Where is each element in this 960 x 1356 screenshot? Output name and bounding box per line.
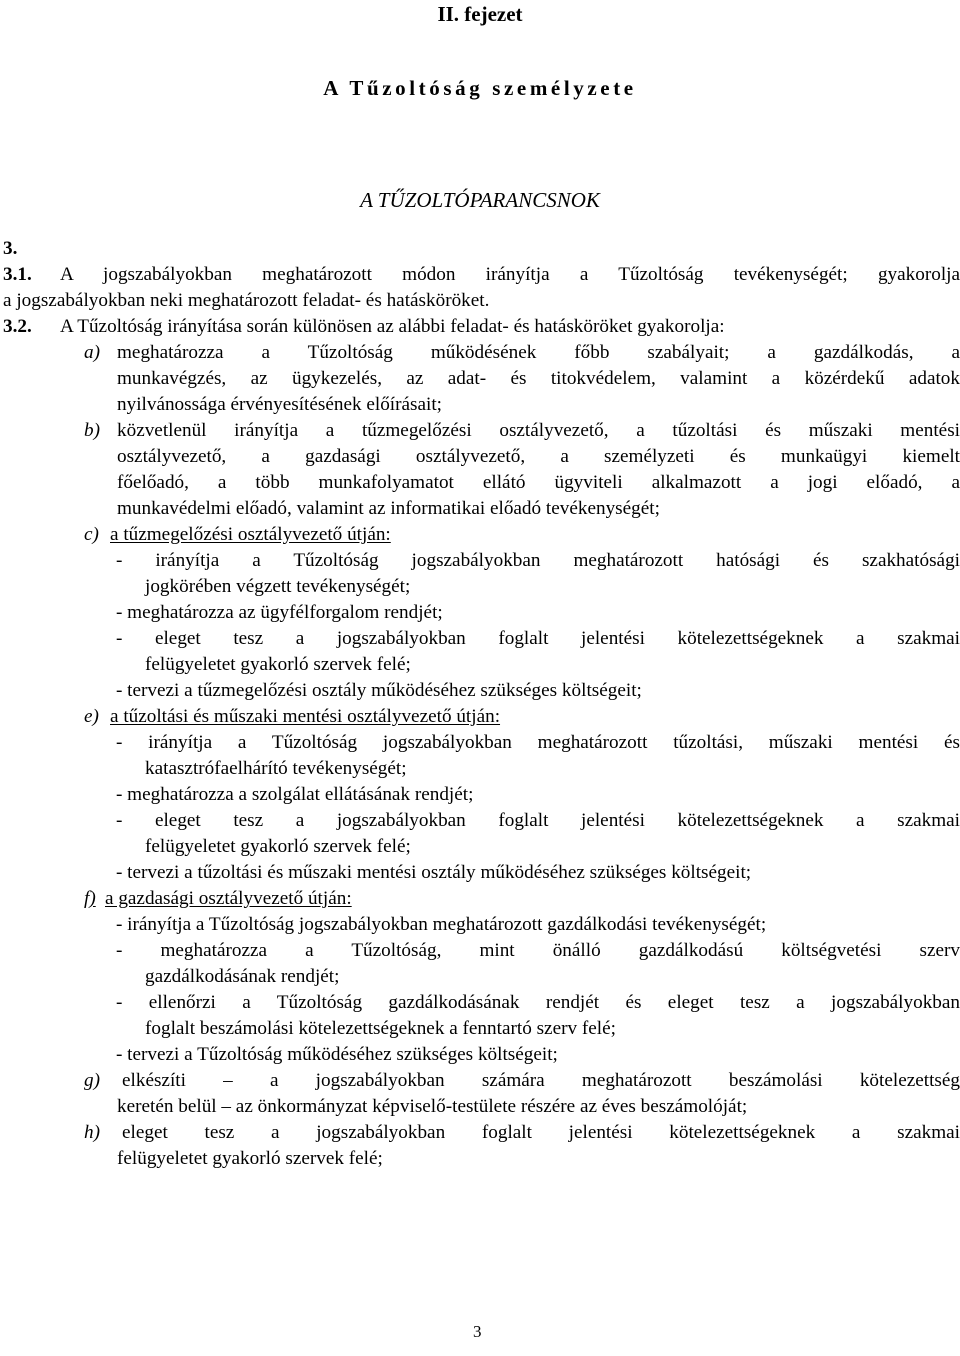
item-e-heading: a tűzoltási és műszaki mentési osztályvezető útján: [110,706,501,727]
item-f-bullet-2-line-1: - meghatározza a Tűzoltóság, mint önálló gazdálkodású költségvetési szerv [116,940,960,961]
item-a-line-2: munkavégzés, az ügykezelés, az adat- és titokvédelem, valamint a közérdekű adatok [117,368,960,389]
item-e-letter: e) [84,706,99,727]
paragraph-3-1-line-2: a jogszabályokban neki meghatározott feladat- és hatásköröket. [3,290,490,311]
chapter-heading: II. fejezet [437,2,523,26]
item-h-line-1: eleget tesz a jogszabályokban foglalt jelentési kötelezettségeknek a szakmai [122,1122,960,1143]
item-c-bullet-1-line-2: jogkörében végzett tevékenységét; [145,576,411,597]
item-b-line-3: főelőadó, a több munkafolyamatot ellátó ügyviteli alkalmazott a jogi előadó, a [117,472,960,493]
item-e-bullet-3-line-1: - eleget tesz a jogszabályokban foglalt jelentési kötelezettségeknek a szakmai [116,810,960,831]
item-f-bullet-1: - irányítja a Tűzoltóság jogszabályokban meghatározott gazdálkodási tevékenységét; [116,914,767,935]
item-g-letter: g) [84,1070,100,1091]
paragraph-3-1-number: 3.1. [3,264,32,285]
item-b-line-1: közvetlenül irányítja a tűzmegelőzési osztályvezető, a tűzoltási és műszaki mentési [117,420,960,441]
item-c-bullet-2: - meghatározza az ügyfélforgalom rendjét; [116,602,443,623]
item-c-bullet-1-line-1: - irányítja a Tűzoltóság jogszabályokban meghatározott hatósági és szakhatósági [116,550,960,571]
item-e-bullet-1-line-2: katasztrófaelhárító tevékenységét; [145,758,407,779]
item-b-line-2: osztályvezető, a gazdasági osztályvezető, a személyzeti és munkaügyi kiemelt [117,446,960,467]
item-c-bullet-3-line-1: - eleget tesz a jogszabályokban foglalt jelentési kötelezettségeknek a szakmai [116,628,960,649]
item-g-line-1: elkészíti – a jogszabályokban számára meghatározott beszámolási kötelezettség [122,1070,960,1091]
item-b-line-4: munkavédelmi előadó, valamint az informatikai előadó tevékenységét; [117,498,660,519]
section-title: A TŰZOLTÓPARANCSNOK [360,188,600,212]
item-e-bullet-4: - tervezi a tűzoltási és műszaki mentési osztály működéséhez szükséges költségeit; [116,862,752,883]
item-e-bullet-2: - meghatározza a szolgálat ellátásának rendjét; [116,784,474,805]
item-c-bullet-4: - tervezi a tűzmegelőzési osztály működéséhez szükséges költségeit; [116,680,642,701]
paragraph-3-2-number: 3.2. [3,316,32,337]
item-f-bullet-3-line-1: - ellenőrzi a Tűzoltóság gazdálkodásának rendjét és eleget tesz a jogszabályokban [116,992,960,1013]
item-f-bullet-4: - tervezi a Tűzoltóság működéséhez szükséges költségeit; [116,1044,558,1065]
item-f-heading: a gazdasági osztályvezető útján: [105,888,352,909]
item-f-bullet-3-line-2: foglalt beszámolási kötelezettségeknek a fenntartó szerv felé; [145,1018,616,1039]
item-g-line-2: keretén belül – az önkormányzat képviselő-testülete részére az éves beszámolóját; [117,1096,748,1117]
page-number: 3 [473,1322,482,1341]
item-a-line-3: nyilvánossága érvényesítésének előírásait; [117,394,443,415]
item-a-line-1: meghatározza a Tűzoltóság működésének főbb szabályait; a gazdálkodás, a [117,342,960,363]
item-c-bullet-3-line-2: felügyeletet gyakorló szervek felé; [145,654,411,675]
paragraph-3-1-line-1: A jogszabályokban meghatározott módon irányítja a Tűzoltóság tevékenységét; gyakorolja [60,264,960,285]
paragraph-3-2-text: A Tűzoltóság irányítása során különösen az alábbi feladat- és hatásköröket gyakorolja: [60,316,725,337]
item-c-heading: a tűzmegelőzési osztályvezető útján: [110,524,391,545]
chapter-title: A Tűzoltóság személyzete [323,76,637,100]
item-e-bullet-3-line-2: felügyeletet gyakorló szervek felé; [145,836,411,857]
item-c-letter: c) [84,524,99,545]
item-e-bullet-1-line-1: - irányítja a Tűzoltóság jogszabályokban meghatározott tűzoltási, műszaki mentési és [116,732,960,753]
item-h-letter: h) [84,1122,100,1143]
item-b-letter: b) [84,420,100,441]
item-f-letter: f) [84,888,96,909]
section-number: 3. [3,238,18,259]
item-f-bullet-2-line-2: gazdálkodásának rendjét; [145,966,340,987]
item-h-line-2: felügyeletet gyakorló szervek felé; [117,1148,383,1169]
item-a-letter: a) [84,342,100,363]
